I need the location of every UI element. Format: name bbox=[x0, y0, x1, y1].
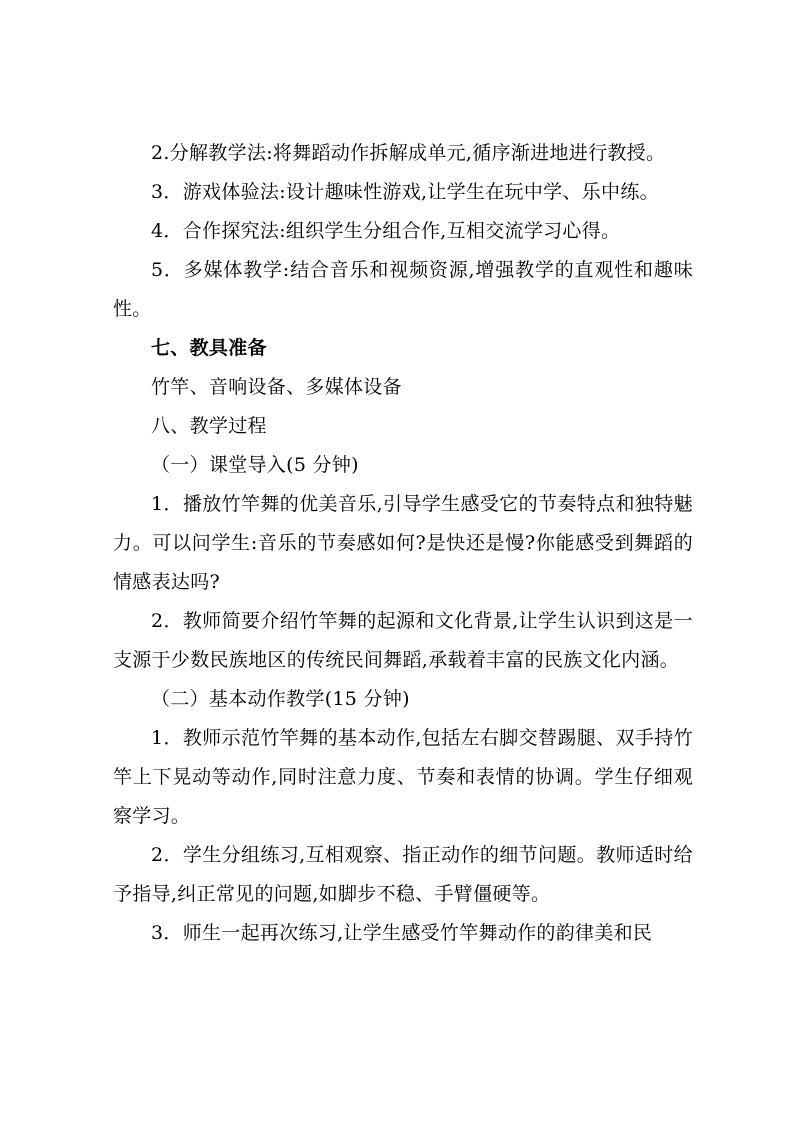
method-item-5: 5．多媒体教学:结合音乐和视频资源,增强教学的直观性和趣味性。 bbox=[113, 259, 693, 320]
part-2-item-3: 3．师生一起再次练习,让学生感受竹竿舞动作的韵律美和民 bbox=[151, 922, 653, 944]
method-item-4: 4．合作探究法:组织学生分组合作,互相交流学习心得。 bbox=[151, 220, 621, 242]
document-body bbox=[113, 134, 693, 953]
part-2-item-1: 1．教师示范竹竿舞的基本动作,包括左右脚交替踢腿、双手持竹竿上下晃动等动作,同时注意力度、节奏和表情的协调。学生仔细观察学习。 bbox=[113, 727, 693, 827]
section-8-heading: 八、教学过程 bbox=[151, 415, 267, 437]
section-7-body: 竹竿、音响设备、多媒体设备 bbox=[151, 376, 402, 398]
part-1-item-2: 2．教师简要介绍竹竿舞的起源和文化背景,让学生认识到这是一支源于少数民族地区的传统民间舞蹈,承载着丰富的民族文化内涵。 bbox=[113, 610, 693, 671]
section-7-heading: 七、教具准备 bbox=[151, 337, 267, 359]
method-item-3: 3．游戏体验法:设计趣味性游戏,让学生在玩中学、乐中练。 bbox=[151, 181, 659, 203]
part-1-item-1: 1．播放竹竿舞的优美音乐,引导学生感受它的节奏特点和独特魅力。可以问学生:音乐的节奏感如何?是快还是慢?你能感受到舞蹈的情感表达吗? bbox=[113, 493, 693, 593]
part-1-heading: （一）课堂导入(5 分钟) bbox=[151, 454, 359, 476]
part-2-heading: （二）基本动作教学(15 分钟) bbox=[151, 688, 410, 710]
method-item-2: 2.分解教学法:将舞蹈动作拆解成单元,循序渐进地进行教授。 bbox=[151, 142, 666, 164]
part-2-item-2: 2．学生分组练习,互相观察、指正动作的细节问题。教师适时给予指导,纠正常见的问题,如脚步不稳、手臂僵硬等。 bbox=[113, 844, 693, 905]
